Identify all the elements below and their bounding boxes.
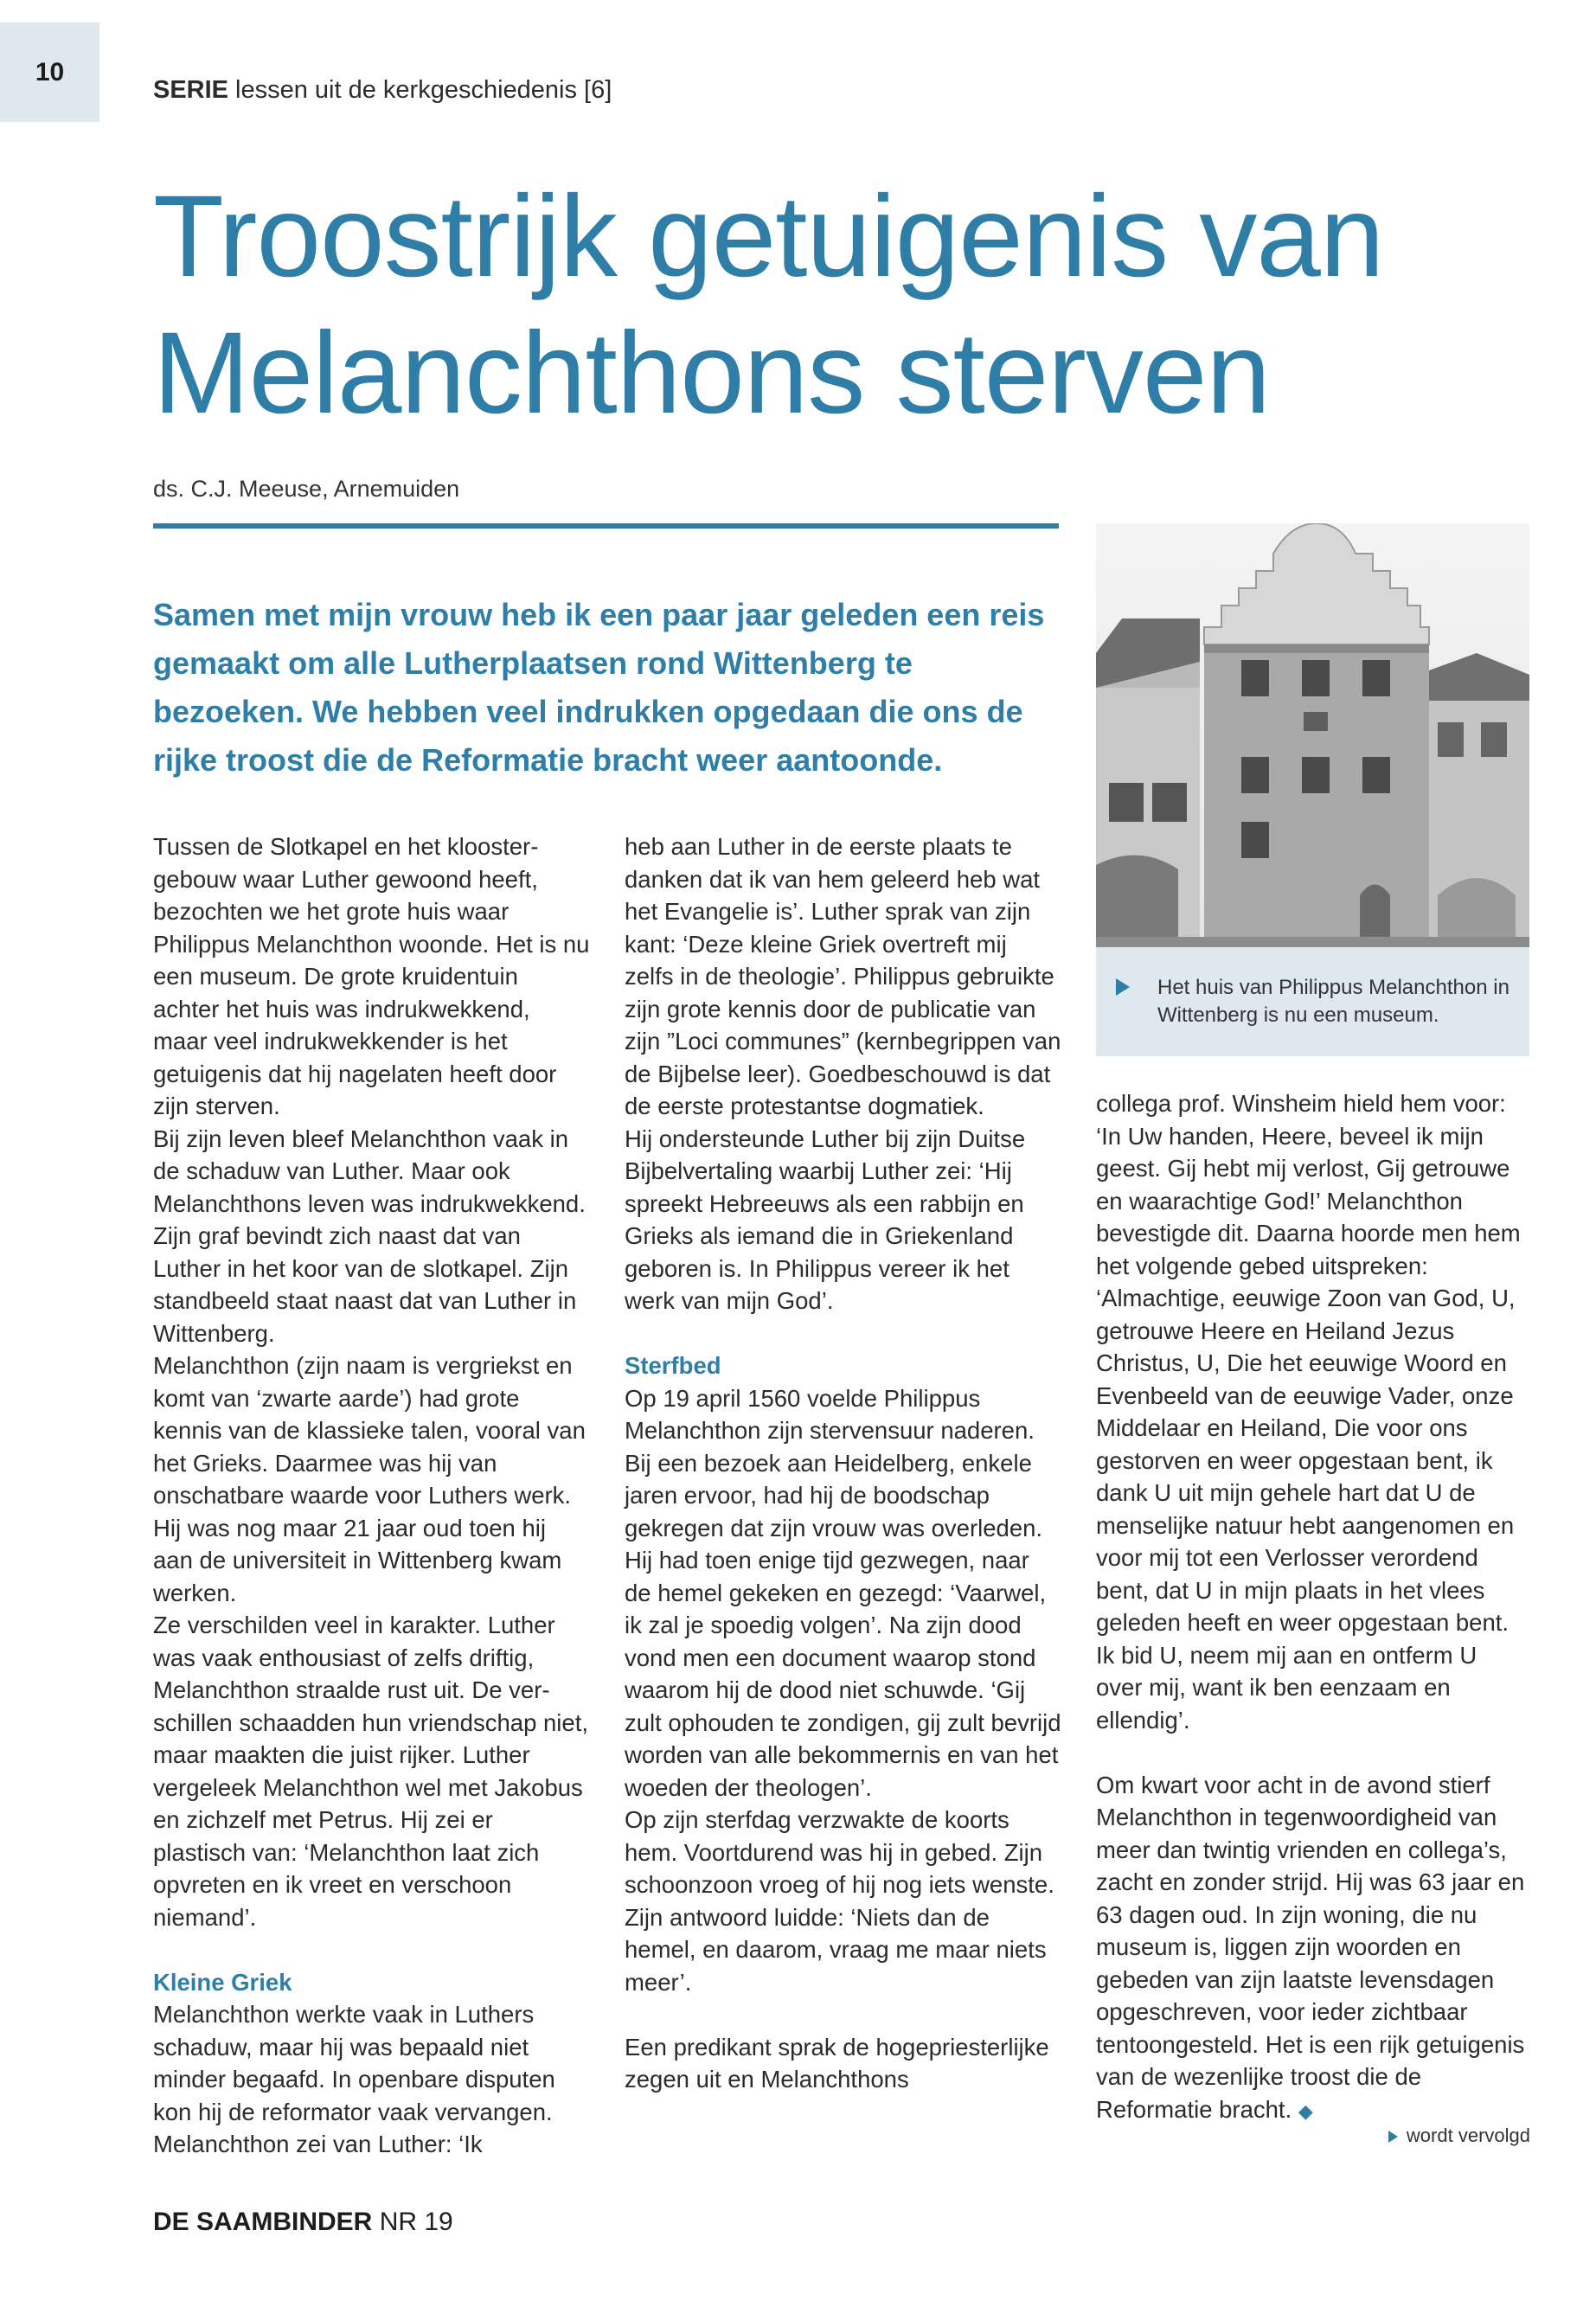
series-header [153,76,612,105]
col1-paragraph: Bij zijn leven bleef Melanchthon vaak in de schaduw van Luther. Maar ook Melanchthons leven was indrukwekkend. Zijn graf bevindt zich naast dat van Luther in het koor van de slotkapel. Zijn standbeeld staat naast dat van Luther in Wittenberg. [153,1125,586,1347]
column-2 [625,830,1061,2096]
col2-paragraph: Een predikant sprak de hogepriesterlijke zegen uit en Melanchthons [625,2033,1049,2093]
col1-paragraph: Tussen de Slotkapel en het kloostergebouw waar Luther gewoond heeft, bezochten we het grote huis waar Philippus Melanchthon woonde. Het is nu een museum. De grote kruidentuin achter het huis was indrukwekkend, maar veel indrukwekkender is het getuigenis dat hij nagelaten heeft door zijn sterven. [153,833,590,1119]
magazine-name: DE SAAMBINDER [153,2208,373,2236]
col3-paragraph: collega prof. Winsheim hield hem voor: ‘In Uw handen, Heere, beveel ik mijn geest. Gij hebt mij verlost, Gij getrouwe en waarachtige God!’ Melanchthon bevestigde dit. Daarna hoorde men hem het volgende gebed uitspreken: ‘Almachtige, eeuwige Zoon van God, U, getrouwe Heere en Heiland Jezus Christus, U, Die het eeuwige Woord en Evenbeeld van de eeuwige Vader, onze Middelaar en Heiland, Die voor ons gestorven en weer opgestaan bent, ik dank U uit mijn gehele hart dat U de menselijke natuur hebt aangenomen en voor mij tot een Verlosser verordend bent, dat U in mijn plaats in het vlees geleden heeft en weer opgestaan bent. Ik bid U, neem mij aan en ontferm U over mij, want ik ben eenzaam en ellendig’. [1096,1090,1521,1734]
melanchthon-house-photo [1096,523,1529,947]
continued-arrow-icon [1388,2131,1398,2143]
column-3 [1096,1087,1529,2127]
article-title [153,169,1503,442]
title-line-1: Troostrijk getuigenis van [153,172,1384,301]
col2-paragraph: heb aan Luther in de eerste plaats te danken dat ik van hem geleerd heb wat het Evangelie is’. Luther sprak van zijn kant: ‘Deze kleine Griek overtreft mij zelfs in de theologie’. Philippus gebruikte zijn grote kennis door de publicatie van zijn ”Loci communes” (kernbegrippen van de Bijbelse leer). Goedbeschouwd is dat de eerste protestantse dogmatiek. [625,833,1061,1119]
caption-arrow-icon [1116,978,1130,996]
col2-paragraph: Op 19 april 1560 voelde Philippus Melanchthon zijn stervensuur naderen. Bij een bezoek aan Heidelberg, enkele jaren ervoor, had hij de boodschap gekregen dat zijn vrouw was overleden. Hij had toen enige tijd gezwegen, naar de hemel gekeken en gezegd: ‘Vaarwel, ik zal je spoedig volgen’. Na zijn dood vond men een document waarop stond waarom hij de dood niet schuwde. ‘Gij zult ophouden te zondigen, gij zult bevrijd worden van alle bekommernis en van het woeden der theologen’. [625,1384,1061,1801]
title-divider [153,523,1059,529]
title-line-2: Melanchthons sterven [153,309,1270,438]
series-label: SERIE [153,76,229,104]
col2-paragraph: Op zijn sterfdag verzwakte de koorts hem. Voortdurend was hij in gebed. Zijn schoonzoon vroeg of hij nog iets wenste. Zijn antwoord luidde: ‘Niets dan de hemel, en daarom, vraag me maar niets meer’. [625,1806,1054,1996]
col2-paragraph: Hij ondersteunde Luther bij zijn Duitse Bijbelvertaling waarbij Luther zei: ‘Hij spreekt Hebreeuws als een rabbijn en Grieks als iemand die in Griekenland geboren is. In Philippus vereer ik het werk van mijn God’. [625,1125,1026,1314]
continued-note [1388,2125,1530,2147]
continued-label: wordt vervolgd [1406,2125,1530,2146]
issue-number: NR 19 [379,2208,453,2236]
author-byline: ds. C.J. Meeuse, Arnemuiden [153,476,460,502]
subheading-sterfbed: Sterfbed [625,1352,721,1379]
photo-caption: Het huis van Philippus Melanchthon in Wittenberg is nu een museum. [1157,976,1509,1027]
col3-paragraph [1096,1769,1529,2128]
subheading-kleine-griek: Kleine Griek [153,1968,292,1996]
col3-closing-text: Om kwart voor acht in de avond stierf Melanchthon in tegenwoordigheid van meer dan twintig vrienden en collega’s, zacht en zonder strijd. Hij was 63 jaar en 63 dagen oud. In zijn woning, die nu museum is, liggen zijn woorden en gebeden van zijn laatste levensdagen opgeschreven, voor ieder zichtbaar tentoongesteld. Het is een rijk getuigenis van de wezenlijke troost die de Reformatie bracht. [1096,1771,1525,2123]
column-1 [153,830,590,2161]
col1-paragraph: Melanchthon (zijn naam is vergriekst en komt van ‘zwarte aarde’) had grote kennis van de klassieke talen, vooral van het Grieks. Daarmee was hij van onschatbare waarde voor Luthers werk. Hij was nog maar 21 jaar oud toen hij aan de universiteit in Wittenberg kwam werken. [153,1352,586,1606]
page-number: 10 [0,22,99,122]
end-mark-diamond-icon: ◆ [1298,2099,1313,2122]
footer [153,2208,453,2237]
col1-paragraph: Melanchthon werkte vaak in Luthers schaduw, maar hij was bepaald niet minder begaafd. In openbare disputen kon hij de reformator vaak vervangen. Melanchthon zei van Luther: ‘Ik [153,2001,555,2157]
series-title: lessen uit de kerkgeschiedenis [6] [235,76,612,104]
lead-paragraph: Samen met mijn vrouw heb ik een paar jaar geleden een reis gemaakt om alle Lutherplaatsen rond Wittenberg te bezoeken. We hebben veel indrukken opgedaan die ons de rijke troost die de Reformatie bracht weer aantoonde. [153,597,1045,778]
col1-paragraph: Ze verschilden veel in karakter. Luther was vaak enthousiast of zelfs driftig, Melanchthon straalde rust uit. De verschillen schaadden hun vriendschap niet, maar maakten die juist rijker. Luther vergeleek Melanchthon wel met Jakobus en zichzelf met Petrus. Hij zei er plastisch van: ‘Melanchthon laat zich opvreten en ik vreet en verschoon niemand’. [153,1612,588,1931]
